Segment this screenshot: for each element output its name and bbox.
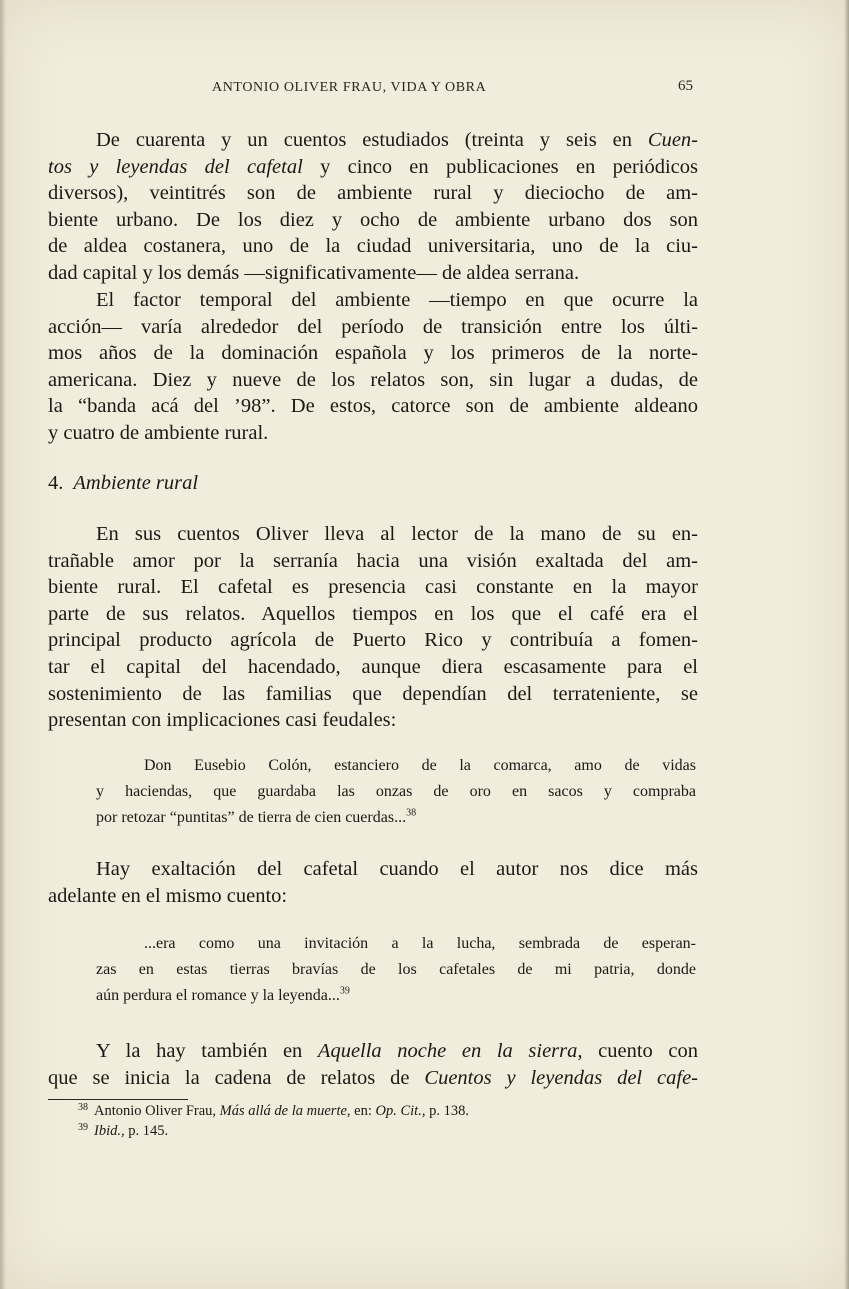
footnotes: [78, 1102, 469, 1142]
text-line: biente urbano. De los diez y ocho de ambiente urbano dos son: [48, 208, 698, 231]
footnote-ref-38: 38: [406, 807, 417, 819]
text-line: presentan con implicaciones casi feudales:: [48, 709, 397, 732]
page-right-edge: [844, 0, 849, 1289]
quote-line: y haciendas, que guardaba las onzas de oro en sacos y compraba: [96, 783, 696, 800]
quote-line: aún perdura el romance y la leyenda...$^{39}$: [96, 985, 350, 1004]
text-line: y cuatro de ambiente rural.: [48, 421, 269, 444]
block-quote-1: [96, 753, 696, 831]
text-line: principal producto agrícola de Puerto Rico y contribuía a fomen-: [48, 629, 698, 652]
text-line: tos y leyendas del cafetal y cinco en publicaciones en periódicos: [48, 155, 698, 178]
paragraph-4: [48, 856, 698, 909]
footnote-39: $^{39}$ Ibid., p. 145.: [78, 1122, 169, 1139]
footnote-38: $^{38}$ Antonio Oliver Frau, Más allá de la muerte, en: Op. Cit., p. 138.: [78, 1102, 469, 1119]
text-line: mos años de la dominación española y los primeros de la norte-: [48, 342, 698, 365]
text-line: El factor temporal del ambiente —tiempo en que ocurre la: [96, 289, 698, 311]
paragraph-3: [48, 521, 698, 734]
footnote-mark: 38: [78, 1102, 88, 1113]
text-line: que se inicia la cadena de relatos de Cuentos y leyendas del cafe-: [48, 1066, 698, 1089]
text-line: diversos), veintitrés son de ambiente rural y dieciocho de am-: [48, 182, 698, 205]
section-number: 4.: [48, 472, 64, 494]
text-line: sostenimiento de las familias que dependían del terrateniente, se: [48, 682, 698, 705]
text-line: americana. Diez y nueve de los relatos son, sin lugar a dudas, de: [48, 368, 698, 391]
paragraph-5: [48, 1038, 698, 1091]
text-line: trañable amor por la serranía hacia una visión exaltada del am-: [48, 549, 698, 572]
text-line: adelante en el mismo cuento:: [48, 884, 288, 907]
text-line: acción— varía alrededor del período de transición entre los últi-: [48, 315, 698, 338]
section-heading: [48, 472, 198, 495]
text-line: Hay exaltación del cafetal cuando el autor nos dice más: [96, 858, 698, 880]
running-title: ANTONIO OLIVER FRAU, VIDA Y OBRA: [212, 80, 487, 95]
text-line: biente rural. El cafetal es presencia casi constante en la mayor: [48, 576, 698, 599]
text-line: dad capital y los demás —significativamente— de aldea serrana.: [48, 261, 580, 284]
quote-line: Don Eusebio Colón, estanciero de la comarca, amo de vidas: [144, 757, 696, 774]
text-line: En sus cuentos Oliver lleva al lector de la mano de su en-: [96, 523, 698, 545]
footnote-mark: 39: [78, 1122, 88, 1133]
block-quote-2: [96, 931, 696, 1009]
page-number: 65: [678, 78, 693, 94]
paragraph-1: [48, 127, 698, 287]
quote-line: ...era como una invitación a la lucha, sembrada de esperan-: [144, 935, 696, 952]
text-line: la “banda acá del ’98”. De estos, catorce son de ambiente aldeano: [48, 395, 698, 418]
text-line: Y la hay también en Aquella noche en la sierra, cuento con: [96, 1040, 698, 1062]
page-left-edge: [0, 0, 6, 1289]
text-line: De cuarenta y un cuentos estudiados (treinta y seis en Cuen-: [96, 129, 698, 151]
footnote-ref-39: 39: [339, 985, 350, 997]
quote-line: por retozar “puntitas” de tierra de cien cuerdas...$^{38}$: [96, 807, 417, 826]
text-line: parte de sus relatos. Aquellos tiempos en los que el café era el: [48, 602, 698, 625]
quote-line: zas en estas tierras bravías de los cafetales de mi patria, donde: [96, 961, 696, 978]
paragraph-2: [48, 287, 698, 447]
text-line: de aldea costanera, uno de la ciudad universitaria, uno de la ciu-: [48, 235, 698, 258]
section-title: Ambiente rural: [73, 472, 199, 494]
text-line: tar el capital del hacendado, aunque diera escasamente para el: [48, 655, 698, 678]
footnote-separator: [48, 1099, 188, 1100]
